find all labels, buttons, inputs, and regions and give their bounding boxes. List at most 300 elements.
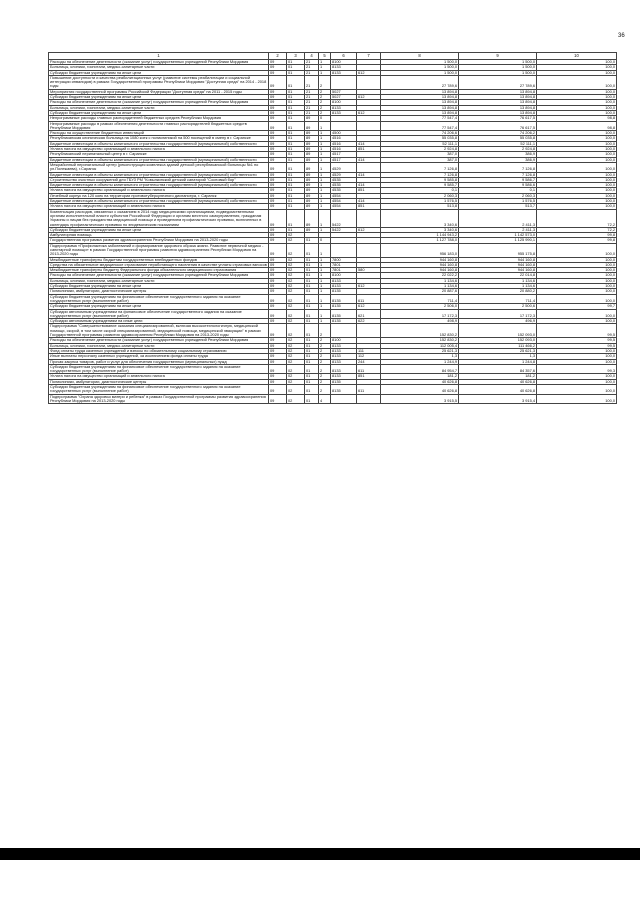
amount-cell: 9 585,8 <box>381 177 459 182</box>
table-row <box>49 70 617 75</box>
code-cell: 1 <box>319 273 331 278</box>
code-cell: 01 <box>305 294 319 304</box>
code-cell: 7800 <box>331 257 357 262</box>
amount-cell: 100,0 <box>537 131 617 136</box>
code-cell: 851 <box>357 374 381 379</box>
table-row <box>49 209 617 227</box>
code-cell: 1 <box>319 257 331 262</box>
header-cell: 5 <box>319 53 331 60</box>
row-description: Государственная программа развития здравоохранения Республики Мордовия на 2013-2020 годы <box>49 238 269 243</box>
row-description: Иные выплаты персоналу казенных учреждений, за исключением фонда оплаты труда <box>49 354 269 359</box>
row-description: Фонд оплаты труда казенных учреждений и взносы по обязательному социальному страхованию <box>49 348 269 353</box>
code-cell: 09 <box>269 385 287 395</box>
header-cell: 6 <box>331 53 357 60</box>
code-cell: 01 <box>287 95 305 100</box>
code-cell: 8133 <box>331 65 357 70</box>
code-cell: 2 <box>319 338 331 343</box>
amount-cell: 25 621,3 <box>459 348 537 353</box>
code-cell: 1 <box>319 289 331 294</box>
code-cell: 622 <box>357 319 381 324</box>
code-cell: 01 <box>305 304 319 309</box>
code-cell: 2 <box>319 75 331 89</box>
row-description: Поликлиники, амбулатории, диагностические центры <box>49 379 269 384</box>
amount-cell: 7 126,8 <box>459 162 537 172</box>
amount-cell: 100,0 <box>537 105 617 110</box>
code-cell: 01 <box>287 227 305 232</box>
code-cell: 2 <box>319 364 331 374</box>
amount-cell: 98,8 <box>537 116 617 121</box>
row-description: Непрограммные расходы в рамках обеспечения деятельности главных распорядителей бюджетных средств Республики Мордовия <box>49 121 269 131</box>
code-cell: 02 <box>287 243 305 257</box>
code-cell: 01 <box>305 348 319 353</box>
amount-cell: 22 014,8 <box>459 273 537 278</box>
code-cell: 8100 <box>331 100 357 105</box>
row-description: Субсидии автономным учреждениям на финансовое обеспечение государственного задания на оказание государственных услуг (выполнение работ) <box>49 309 269 319</box>
amount-cell: 99,5 <box>537 338 617 343</box>
code-cell: 414 <box>357 157 381 162</box>
table-row <box>49 309 617 319</box>
header-cell: 8 <box>381 53 459 60</box>
amount-cell: 99,8 <box>537 238 617 243</box>
code-cell: 1 <box>319 294 331 304</box>
amount-cell: 9 586,6 <box>459 183 537 188</box>
amount-cell: 152 830,2 <box>381 338 459 343</box>
amount-cell: 1 500,0 <box>381 65 459 70</box>
row-description: Компенсация расходов, связанных с оказанием в 2014 году медицинскими организациями, подведомственными органам исполнительной власти субъектов Российской Федерации и органам местного самоуправления, гражданам Украины и лицам без гражданства медицинской помощи и проведением профилактических прививок, включенных в календарь профилактических прививок по эпидемическим показаниям <box>49 209 269 227</box>
code-cell: 21 <box>305 65 319 70</box>
code-cell: 01 <box>305 273 319 278</box>
amount-cell: 1 500,0 <box>381 60 459 65</box>
amount-cell: 100,0 <box>537 284 617 289</box>
code-cell: 09 <box>269 309 287 319</box>
row-description: Подпрограмма "Совершенствование оказания специализированной, включая высокотехнологичную, медицинской помощи, скорой, в том числе скорой специализированной, медицинской помощи, медицинской эвакуации" в рамках Государственной программы развития здравоохранения Республики Мордовия на 2013-2020 годы <box>49 324 269 338</box>
amount-cell: 111 466,2 <box>459 343 537 348</box>
code-cell: 112 <box>357 354 381 359</box>
code-cell: 8100 <box>331 60 357 65</box>
code-cell: 89 <box>305 209 319 227</box>
code-cell: 4516 <box>331 147 357 152</box>
amount-cell: 1 500,0 <box>459 60 537 65</box>
amount-cell: 40 626,8 <box>381 379 459 384</box>
code-cell: 244 <box>357 359 381 364</box>
code-cell: 1 <box>319 183 331 188</box>
code-cell: 02 <box>287 304 305 309</box>
code-cell: 09 <box>269 131 287 136</box>
amount-cell: 2 500,6 <box>459 304 537 309</box>
code-cell: 01 <box>287 89 305 94</box>
code-cell: 1 <box>319 319 331 324</box>
table-row <box>49 284 617 289</box>
code-cell <box>357 162 381 172</box>
row-description: Субсидии бюджетным учреждениям на иные цели <box>49 227 269 232</box>
code-cell: 21 <box>305 95 319 100</box>
code-cell: 1 <box>319 177 331 182</box>
code-cell: 612 <box>357 95 381 100</box>
code-cell: 09 <box>269 188 287 193</box>
code-cell: 8135 <box>331 289 357 294</box>
code-cell: 8133 <box>331 284 357 289</box>
code-cell: 01 <box>287 110 305 115</box>
code-cell: 09 <box>269 162 287 172</box>
code-cell: 5422 <box>331 227 357 232</box>
code-cell: 02 <box>287 309 305 319</box>
code-cell: 01 <box>287 152 305 157</box>
amount-cell: 99,5 <box>537 324 617 338</box>
row-description: Расходы на осуществление бюджетных инвестиций <box>49 131 269 136</box>
code-cell: 89 <box>305 152 319 157</box>
amount-cell: 52 111,1 <box>381 141 459 146</box>
amount-cell: 496,9 <box>459 319 537 324</box>
row-description: Бюджетные инвестиции в объекты капитального строительства государственной (муниципальной) собственности <box>49 183 269 188</box>
code-cell: 1 <box>319 262 331 267</box>
amount-cell: 40 626,8 <box>459 379 537 384</box>
amount-cell: 100,0 <box>537 385 617 395</box>
code-cell: 2 <box>319 89 331 94</box>
table-row <box>49 136 617 141</box>
code-cell: 02 <box>287 359 305 364</box>
amount-cell: 1 144 943,2 <box>381 233 459 238</box>
code-cell: 1 <box>319 147 331 152</box>
amount-cell: 100,0 <box>537 294 617 304</box>
table-row <box>49 394 617 404</box>
amount-cell: 100,0 <box>537 257 617 262</box>
code-cell: 8133 <box>331 343 357 348</box>
code-cell: 4535 <box>331 177 357 182</box>
row-description: Расходы на обеспечение деятельности (оказание услуг) государственных учреждений Республики Мордовия <box>49 338 269 343</box>
code-cell: 01 <box>305 394 319 404</box>
code-cell: 09 <box>269 374 287 379</box>
row-description: Межрайонный перинатальный центр (реконструкция комплекса зданий детской республиканской больницы №1 по ул.Полежаева), г.Саранск <box>49 162 269 172</box>
code-cell: 4554 <box>331 193 357 198</box>
amount-cell: 13 894,8 <box>459 89 537 94</box>
table-row <box>49 243 617 257</box>
code-cell <box>357 209 381 227</box>
code-cell: 89 <box>305 199 319 204</box>
table-row <box>49 89 617 94</box>
code-cell: 1 <box>319 193 331 198</box>
table-row <box>49 75 617 89</box>
code-cell: 09 <box>269 394 287 404</box>
code-cell: 09 <box>269 262 287 267</box>
code-cell: 01 <box>287 116 305 121</box>
amount-cell: 2 924,8 <box>381 147 459 152</box>
code-cell: 01 <box>287 105 305 110</box>
code-cell: 01 <box>287 209 305 227</box>
row-description: Расходы на обеспечение деятельности (оказание услуг) государственных учреждений Республики Мордовия <box>49 273 269 278</box>
amount-cell: 100,0 <box>537 70 617 75</box>
amount-cell: 387,0 <box>381 157 459 162</box>
row-description: Субсидии бюджетным учреждениям на финансовое обеспечение государственного задания на оказание государственных услуг (выполнение работ) <box>49 385 269 395</box>
code-cell: 1 <box>319 199 331 204</box>
amount-cell: 17 172,3 <box>381 309 459 319</box>
amount-cell: 3 915,4 <box>459 394 537 404</box>
code-cell: 7801 <box>331 268 357 273</box>
amount-cell: 27 789,6 <box>459 75 537 89</box>
budget-table <box>48 52 617 404</box>
code-cell: 09 <box>269 60 287 65</box>
amount-cell: 13 894,8 <box>459 95 537 100</box>
code-cell: 89 <box>305 183 319 188</box>
code-cell: 621 <box>357 309 381 319</box>
table-row <box>49 172 617 177</box>
code-cell: 1 <box>319 121 331 131</box>
amount-cell: 13 894,8 <box>381 100 459 105</box>
code-cell: 09 <box>269 348 287 353</box>
code-cell <box>357 75 381 89</box>
code-cell: 09 <box>269 136 287 141</box>
code-cell: 89 <box>305 131 319 136</box>
code-cell: 01 <box>287 131 305 136</box>
code-cell: 02 <box>287 289 305 294</box>
code-cell: 851 <box>357 204 381 209</box>
code-cell: 580 <box>357 268 381 273</box>
table-row <box>49 348 617 353</box>
code-cell: 01 <box>287 100 305 105</box>
code-cell: 09 <box>269 65 287 70</box>
amount-cell: 100,0 <box>537 157 617 162</box>
amount-cell: 181,2 <box>381 374 459 379</box>
amount-cell: 2 411,3 <box>459 227 537 232</box>
table-row <box>49 105 617 110</box>
code-cell: 09 <box>269 268 287 273</box>
code-cell: 01 <box>305 324 319 338</box>
code-cell: 01 <box>287 70 305 75</box>
code-cell: 111 <box>357 348 381 353</box>
amount-cell: 74 206,2 <box>459 131 537 136</box>
amount-cell: 100,0 <box>537 289 617 294</box>
amount-cell: 387,0 <box>381 152 459 157</box>
code-cell: 8135 <box>331 385 357 395</box>
amount-cell: 20 887,6 <box>381 289 459 294</box>
table-row <box>49 141 617 146</box>
code-cell: 02 <box>287 233 305 238</box>
amount-cell: 100,0 <box>537 394 617 404</box>
code-cell: 2 <box>319 348 331 353</box>
code-cell: 02 <box>287 343 305 348</box>
code-cell: 09 <box>269 204 287 209</box>
amount-cell: 2 506,0 <box>381 304 459 309</box>
amount-cell: 100,0 <box>537 152 617 157</box>
code-cell: 1 <box>319 204 331 209</box>
code-cell: 02 <box>287 284 305 289</box>
code-cell: 09 <box>269 193 287 198</box>
amount-cell: 181,2 <box>459 374 537 379</box>
amount-cell: 17 172,3 <box>459 309 537 319</box>
amount-cell: 55 035,8 <box>459 136 537 141</box>
code-cell: 612 <box>357 304 381 309</box>
amount-cell: 2 411,3 <box>459 209 537 227</box>
code-cell: 5027 <box>331 89 357 94</box>
code-cell: 1 <box>319 65 331 70</box>
table-row <box>49 193 617 198</box>
table-row <box>49 95 617 100</box>
amount-cell: 100,0 <box>537 147 617 152</box>
amount-cell: 55 035,8 <box>381 136 459 141</box>
code-cell: 8133 <box>331 70 357 75</box>
amount-cell: 100,0 <box>537 193 617 198</box>
code-cell: 414 <box>357 172 381 177</box>
amount-cell: 513,8 <box>381 204 459 209</box>
code-cell: 02 <box>287 238 305 243</box>
amount-cell: 2 060,3 <box>459 193 537 198</box>
code-cell: 09 <box>269 172 287 177</box>
code-cell: 89 <box>305 227 319 232</box>
code-cell: 2 <box>319 379 331 384</box>
code-cell <box>357 394 381 404</box>
code-cell: 4500 <box>331 131 357 136</box>
code-cell: 01 <box>287 199 305 204</box>
code-cell: 09 <box>269 157 287 162</box>
code-cell: 01 <box>287 172 305 177</box>
scan-bottom-bar <box>0 848 640 860</box>
code-cell: 611 <box>357 385 381 395</box>
row-description: Уплата налога на имущество организаций и земельного налога <box>49 204 269 209</box>
table-row <box>49 338 617 343</box>
amount-cell: 13 894,8 <box>381 105 459 110</box>
row-description: Субсидии бюджетным учреждениям на иные цели <box>49 304 269 309</box>
code-cell <box>331 394 357 404</box>
amount-cell: 13 894,8 <box>381 95 459 100</box>
amount-cell: 1,3 <box>381 354 459 359</box>
amount-cell: 77 547,4 <box>381 121 459 131</box>
header-cell: 3 <box>287 53 305 60</box>
amount-cell: 27 789,6 <box>381 75 459 89</box>
row-description: Субсидии бюджетным учреждениям на иные цели <box>49 95 269 100</box>
code-cell: 1 <box>319 60 331 65</box>
amount-cell: 0,1 <box>381 188 459 193</box>
table-row <box>49 359 617 364</box>
amount-cell: 22 022,2 <box>381 273 459 278</box>
code-cell: 1 <box>319 278 331 283</box>
code-cell: 8133 <box>331 359 357 364</box>
amount-cell: 100,0 <box>537 374 617 379</box>
code-cell: 09 <box>269 227 287 232</box>
code-cell: 02 <box>287 385 305 395</box>
amount-cell: 100,0 <box>537 95 617 100</box>
row-description: Бюджетные инвестиции в объекты капитального строительства государственной (муниципальной) собственности <box>49 199 269 204</box>
row-description: Бюджетные инвестиции в объекты капитального строительства государственной (муниципальной) собственности <box>49 172 269 177</box>
code-cell: 01 <box>287 136 305 141</box>
code-cell: 02 <box>287 348 305 353</box>
code-cell: 89 <box>305 177 319 182</box>
code-cell: 01 <box>305 379 319 384</box>
amount-cell: 72,2 <box>537 227 617 232</box>
code-cell: 1 <box>319 162 331 172</box>
row-description: Расходы на обеспечение деятельности (оказание услуг) государственных учреждений Республики Мордовия <box>49 100 269 105</box>
code-cell: 09 <box>269 354 287 359</box>
amount-cell: 100,0 <box>537 177 617 182</box>
code-cell: 1 <box>319 136 331 141</box>
table-row <box>49 188 617 193</box>
row-description: Субсидии бюджетным учреждениям на иные цели <box>49 284 269 289</box>
code-cell: 8133 <box>331 354 357 359</box>
amount-cell: 956 183,0 <box>381 243 459 257</box>
code-cell: 02 <box>287 278 305 283</box>
code-cell: 1 <box>319 209 331 227</box>
code-cell: 01 <box>305 278 319 283</box>
amount-cell: 98,8 <box>537 121 617 131</box>
row-description: Амбулаторная помощь <box>49 233 269 238</box>
amount-cell: 99,7 <box>537 304 617 309</box>
amount-cell: 1,3 <box>459 354 537 359</box>
row-description: Республиканская клиническая больница на 1080 коек с поликлиникой на 500 посещений в смену в г. Саранске <box>49 136 269 141</box>
amount-cell: 513,7 <box>459 204 537 209</box>
amount-cell: 1 244,8 <box>459 359 537 364</box>
amount-cell: 84 954,7 <box>381 364 459 374</box>
row-description: Субсидии бюджетным учреждениям на иные цели <box>49 110 269 115</box>
code-cell: 01 <box>305 243 319 257</box>
amount-cell: 711,4 <box>459 294 537 304</box>
amount-cell: 100,0 <box>537 136 617 141</box>
code-cell: 89 <box>305 162 319 172</box>
amount-cell: 0,1 <box>459 188 537 193</box>
code-cell: 01 <box>305 338 319 343</box>
table-row <box>49 304 617 309</box>
row-description: Повышение доступности и качества реабилитационных услуг (развитие системы реабилитации и социальной интеграции инвалидов) в рамках Государственной программы Республики Мордовия "Доступная среда" на 2014 - 2018 годы <box>49 75 269 89</box>
code-cell: 09 <box>269 183 287 188</box>
code-cell: 02 <box>287 324 305 338</box>
amount-cell: 3 340,6 <box>381 227 459 232</box>
code-cell: 4517 <box>331 157 357 162</box>
table-row <box>49 257 617 262</box>
amount-cell: 944 160,8 <box>381 257 459 262</box>
table-row <box>49 354 617 359</box>
code-cell: 01 <box>305 364 319 374</box>
code-cell: 09 <box>269 278 287 283</box>
code-cell: 8100 <box>331 273 357 278</box>
code-cell: 09 <box>269 70 287 75</box>
code-cell: 09 <box>269 364 287 374</box>
amount-cell: 100,0 <box>537 319 617 324</box>
row-description: Больницы, клиники, госпитали, медико-санитарные части <box>49 343 269 348</box>
amount-cell: 944 160,8 <box>459 257 537 262</box>
code-cell: 1 <box>319 304 331 309</box>
code-cell: 01 <box>287 65 305 70</box>
row-description: Республиканский перинатальный центр в г. Саранске <box>49 152 269 157</box>
code-cell <box>331 324 357 338</box>
code-cell: 1 <box>319 172 331 177</box>
code-cell: 09 <box>269 121 287 131</box>
amount-cell: 1 500,0 <box>381 70 459 75</box>
row-description: Непрограммные расходы главных распорядителей бюджетных средств Республики Мордовия <box>49 116 269 121</box>
amount-cell: 13 894,8 <box>459 110 537 115</box>
header-cell: 7 <box>357 53 381 60</box>
code-cell: 01 <box>305 289 319 294</box>
amount-cell: 1 134,6 <box>381 284 459 289</box>
amount-cell: 74 206,6 <box>381 131 459 136</box>
amount-cell: 1 500,0 <box>459 70 537 75</box>
table-row <box>49 273 617 278</box>
code-cell: 09 <box>269 324 287 338</box>
code-cell: 02 <box>287 294 305 304</box>
amount-cell: 40 626,8 <box>381 385 459 395</box>
code-cell: 8135 <box>331 379 357 384</box>
code-cell: 01 <box>305 268 319 273</box>
code-cell: 09 <box>269 141 287 146</box>
table-row <box>49 227 617 232</box>
amount-cell: 77 547,4 <box>381 116 459 121</box>
code-cell: 4516 <box>331 136 357 141</box>
amount-cell: 1 142 573,0 <box>459 233 537 238</box>
code-cell: 09 <box>269 359 287 364</box>
code-cell: 01 <box>305 319 319 324</box>
code-cell: 09 <box>269 209 287 227</box>
table-row <box>49 278 617 283</box>
amount-cell: 100,0 <box>537 183 617 188</box>
code-cell: 01 <box>287 162 305 172</box>
amount-cell: 100,0 <box>537 89 617 94</box>
table-row <box>49 60 617 65</box>
